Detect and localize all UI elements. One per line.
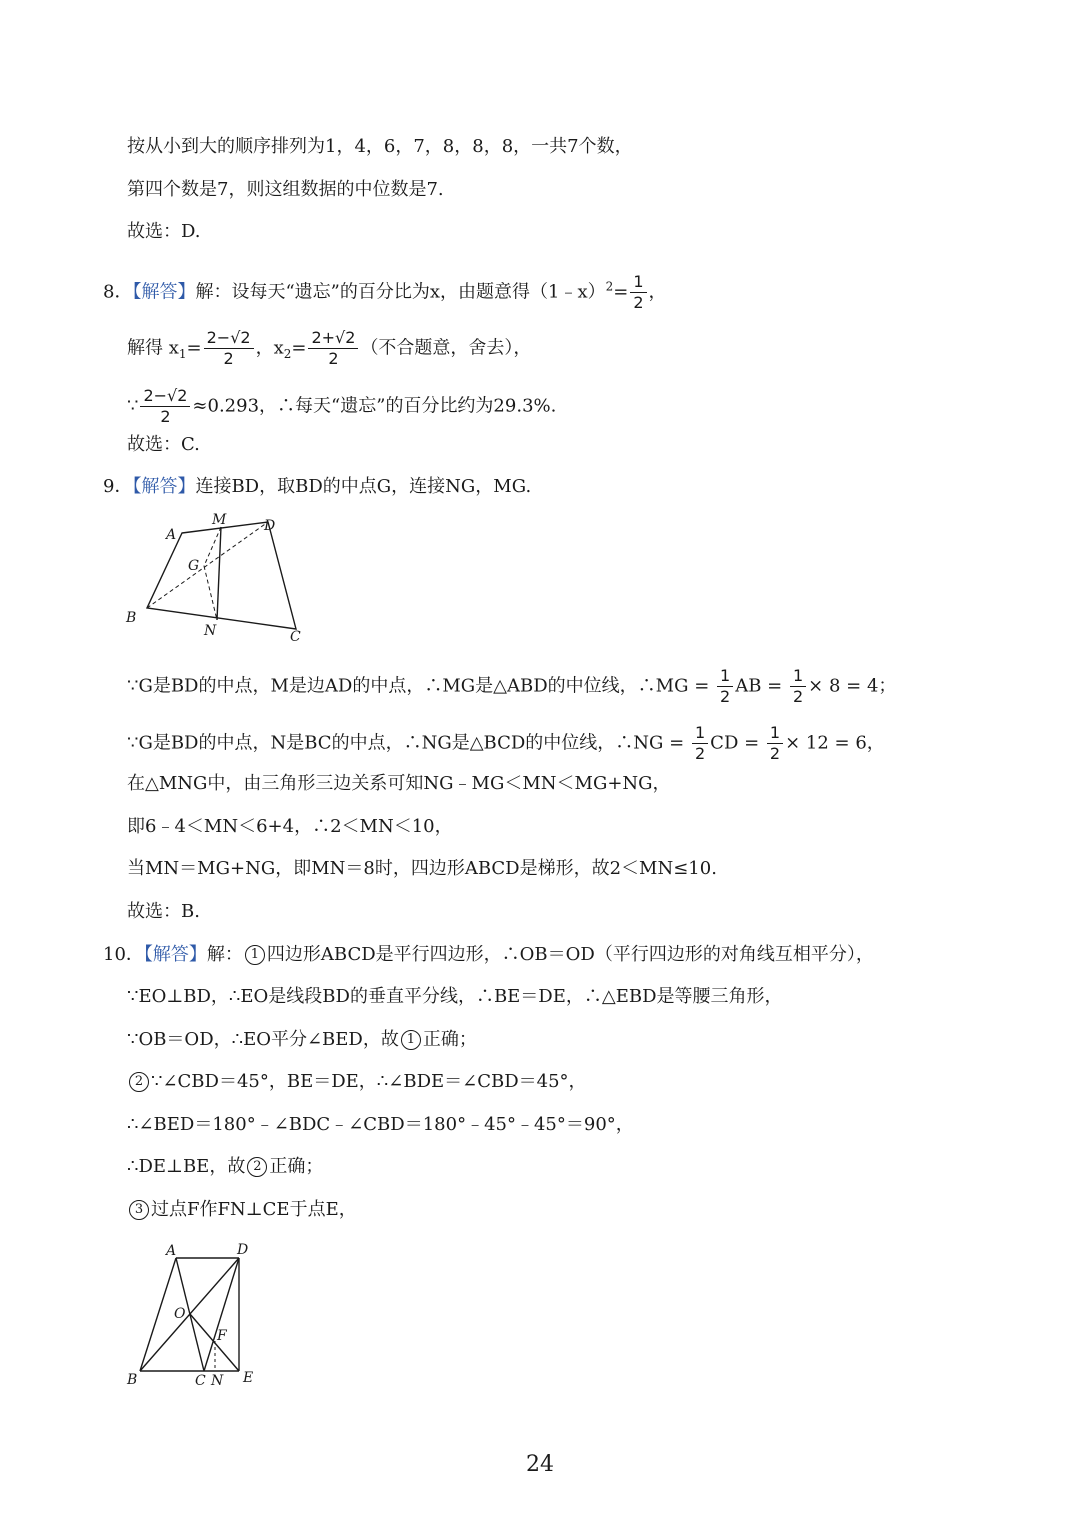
label-c: C	[290, 629, 301, 644]
q10-line: 10．【解答】解： 1 四边形ABCD是平行四边形，∴OB＝OD（平行四边形的对角线互相平分），	[103, 944, 874, 965]
label-b: B	[126, 610, 137, 626]
label-a: A	[166, 527, 177, 543]
label-c: C	[195, 1373, 206, 1388]
text-line: 在△MNG中，由三角形三边关系可知NG﹣MG＜MN＜MG+NG，	[127, 773, 671, 794]
segment-ab	[140, 1258, 176, 1371]
segment-mg-dashed	[204, 527, 221, 566]
label-n: N	[204, 623, 217, 639]
q10-tag: 【解答】	[143, 944, 207, 965]
q8-fraction-x2: $\frac{2+√2}{2}$	[308, 328, 358, 369]
q8-exponent: 2	[605, 279, 614, 294]
q9-tag: 【解答】	[132, 476, 196, 497]
q8-approx-line: ∵ $\frac{2-√2}{2}$ ≈0.293，∴每天“遗忘”的百分比约为29.3%.	[127, 386, 557, 426]
text-line: 即6﹣4＜MN＜6+4，∴2＜MN＜10，	[127, 816, 453, 837]
q10-line6: ∴DE⊥BE，故 2 正确；	[127, 1156, 324, 1177]
label-d: D	[237, 1242, 249, 1258]
label-n: N	[211, 1373, 224, 1388]
q8-solution-line: 解得 $x_1=$ $\frac{2-√2}{2}$ ，$x_2=$ $\frac{2+√2}{2}$ （不合题意，舍去），	[127, 328, 532, 368]
q10-line7: 3 过点F作FN⊥CE于点E，	[127, 1198, 357, 1222]
text-line: ∵EO⊥BD，∴EO是线段BD的垂直平分线，∴BE＝DE，∴△EBD是等腰三角形，	[127, 986, 783, 1007]
q8-tag: 【解答】	[132, 281, 196, 303]
text-line: 当MN＝MG+NG，即MN＝8时，四边形ABCD是梯形，故2＜MN≤10.	[127, 858, 717, 879]
q8-fraction-approx: $\frac{2-√2}{2}$	[140, 386, 190, 427]
page-number: 24	[526, 1452, 554, 1477]
text-line: 故选：B.	[127, 901, 200, 922]
text-line: 故选：D.	[127, 221, 201, 242]
figure-quadrilateral-abcd	[120, 508, 320, 644]
figure-parallelogram-abcd	[120, 1238, 270, 1388]
q8-fraction-x1: $\frac{2-√2}{2}$	[204, 328, 254, 369]
label-d: D	[264, 518, 276, 534]
label-g: G	[188, 558, 200, 574]
q8-text: 解：设每天“遗忘”的百分比为x，由题意得（1﹣x）	[195, 281, 606, 303]
text-line: 故选：C.	[127, 434, 200, 455]
label-f: F	[217, 1328, 227, 1344]
label-m: M	[212, 512, 227, 528]
circled-one: 1	[401, 1030, 421, 1050]
segment-gn-dashed	[204, 566, 217, 620]
segment-mn	[217, 527, 221, 620]
q8-fraction-half: $\frac{1}{2}$	[630, 272, 646, 313]
q8-eq: =	[613, 281, 629, 303]
text-line: ∴∠BED＝180°﹣∠BDC﹣∠CBD＝180°﹣45°﹣45°＝90°，	[127, 1114, 634, 1135]
text-line: 按从小到大的顺序排列为1，4，6，7，8，8，8，一共7个数，	[127, 136, 633, 157]
label-b: B	[127, 1372, 138, 1388]
label-o: O	[174, 1306, 186, 1322]
circled-two: 2	[129, 1072, 149, 1092]
q10-line3: ∵OB＝OD，∴EO平分∠BED，故 1 正确；	[127, 1029, 477, 1050]
q10-line4: 2 ∵∠CBD＝45°，BE＝DE，∴∠BDE＝∠CBD＝45°，	[127, 1070, 587, 1094]
q9-line: 9．【解答】连接BD，取BD的中点G，连接NG，MG.	[103, 476, 532, 497]
label-a: A	[166, 1243, 177, 1259]
circled-two: 2	[247, 1157, 267, 1177]
q8-line: 8．【解答】解：设每天“遗忘”的百分比为x，由题意得（1﹣x）$^2$= $\frac{1}{2}$ ，	[103, 272, 667, 312]
circled-one: 1	[245, 945, 265, 965]
segment-dc	[204, 1258, 239, 1371]
q9-ng-line: ∵G是BD的中点，N是BC的中点，∴NG是△BCD的中位线，∴NG = $\frac{1}{2}$ CD = $\frac{1}{2}$ × 12 = 6，	[127, 723, 885, 763]
circled-three: 3	[129, 1200, 149, 1220]
label-e: E	[243, 1370, 254, 1386]
q8-number: 8．	[103, 281, 133, 303]
q9-mg-line: ∵G是BD的中点，M是边AD的中点，∴MG是△ABD的中位线，∴MG = $\frac{1}{2}$ AB = $\frac{1}{2}$ × 8 = 4；	[127, 666, 897, 706]
text-line: 第四个数是7，则这组数据的中位数是7.	[127, 179, 444, 200]
